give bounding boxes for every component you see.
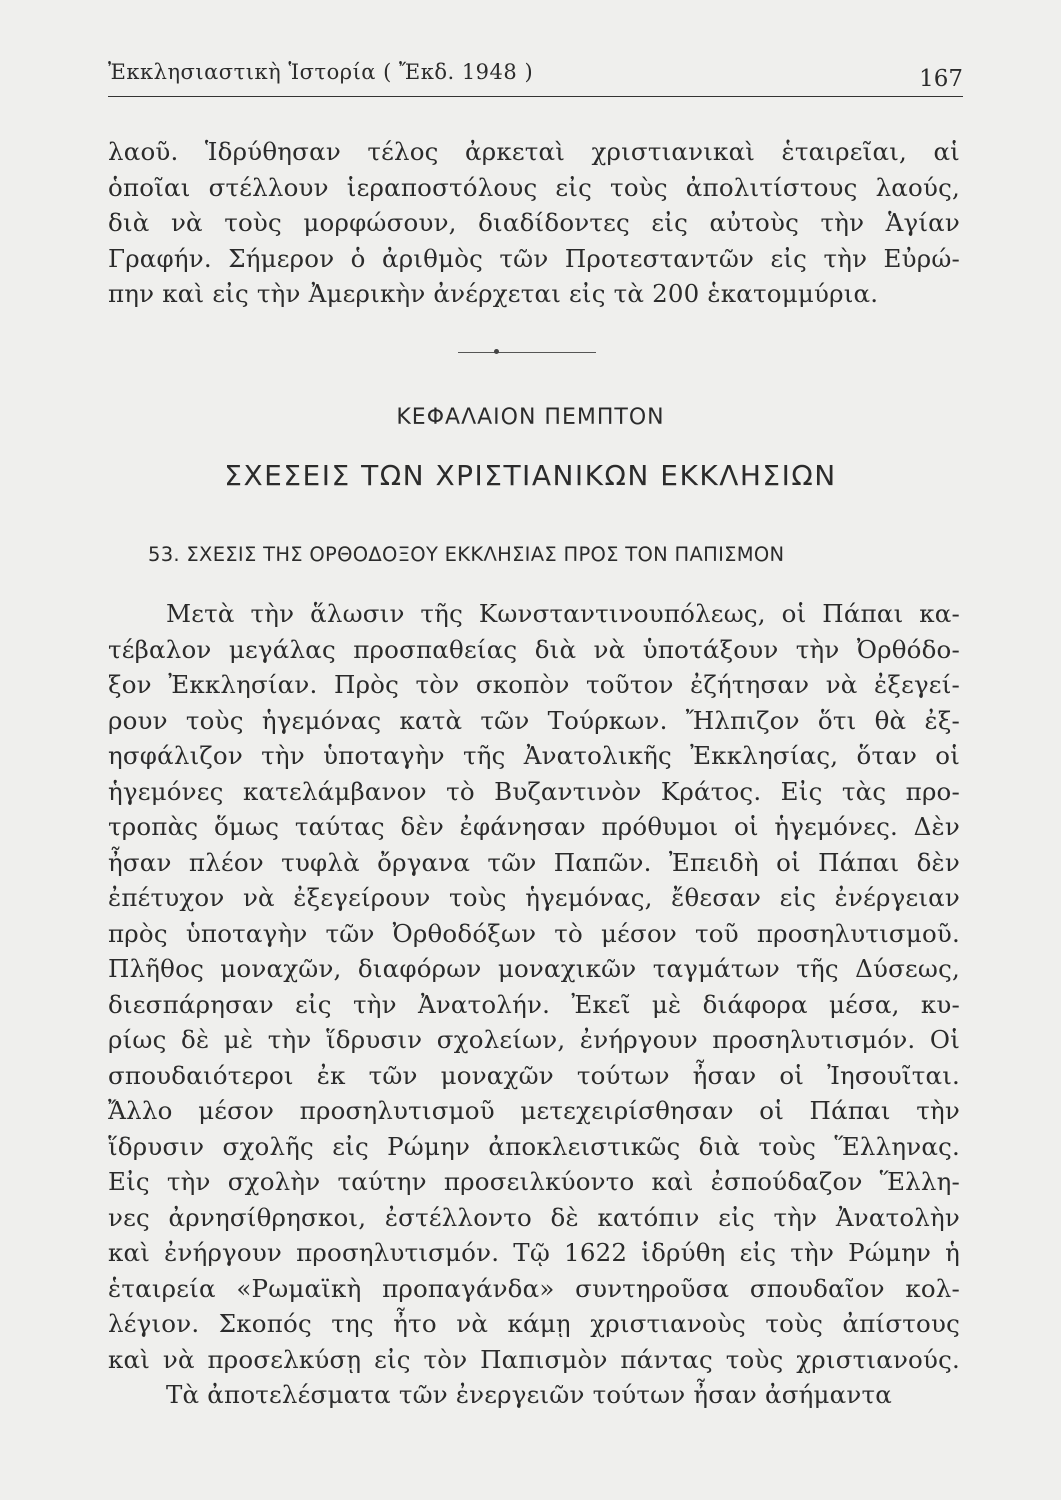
intro-paragraph: [108, 134, 960, 312]
section-divider: [458, 352, 596, 353]
text-line: Γραφήν. Σήμερον ὁ ἀριθμὸς τῶν Προτεσταντῶν εἰς τὴν Εὐρώ-: [108, 243, 960, 273]
text-line: σπουδαιότεροι ἐκ τῶν μοναχῶν τούτων ἦσαν οἱ Ἰησουῖται.: [108, 1060, 960, 1090]
running-header: [108, 58, 963, 100]
text-line: ἵδρυσιν σχολῆς εἰς Ρώμην ἀποκλειστικῶς διὰ τοὺς Ἕλληνας.: [108, 1131, 960, 1161]
text-line: πρὸς ὑποταγὴν τῶν Ὀρθοδόξων τὸ μέσον τοῦ προσηλυτισμοῦ.: [108, 918, 960, 948]
text-line: ἡγεμόνες κατελάμβανον τὸ Βυζαντινὸν Κράτος. Εἰς τὰς προ-: [108, 776, 960, 806]
text-line: διεσπάρησαν εἰς τὴν Ἀνατολήν. Ἐκεῖ μὲ διάφορα μέσα, κυ-: [108, 989, 960, 1019]
text-line: Πλῆθος μοναχῶν, διαφόρων μοναχικῶν ταγμάτων τῆς Δύσεως,: [108, 954, 960, 983]
text-line: Τὰ ἀποτελέσματα τῶν ἐνεργειῶν τούτων ἦσαν ἀσήμαντα: [166, 1380, 893, 1409]
text-line: ησφάλιζον τὴν ὑποταγὴν τῆς Ἀνατολικῆς Ἐκκλησίας, ὅταν οἱ: [108, 741, 960, 770]
text-line: ἑταιρεία «Ρωμαϊκὴ προπαγάνδα» συντηροῦσα σπουδαῖον κολ-: [108, 1273, 960, 1303]
text-line: νες ἀρνησίθρησκοι, ἐστέλλοντο δὲ κατόπιν εἰς τὴν Ἀνατολὴν: [108, 1202, 960, 1232]
text-line: Ἄλλο μέσον προσηλυτισμοῦ μετεχειρίσθησαν οἱ Πάπαι τὴν: [108, 1096, 960, 1125]
header-rule: [108, 96, 963, 97]
chapter-title: ΣΧΕΣΕΙΣ ΤΩΝ ΧΡΙΣΤΙΑΝΙΚΩΝ ΕΚΚΛΗΣΙΩΝ: [224, 459, 837, 492]
body-paragraph: [108, 596, 960, 1413]
text-line: καὶ νὰ προσελκύσῃ εἰς τὸν Παπισμὸν πάντας τοὺς χριστιανούς.: [108, 1344, 960, 1374]
chapter-label: ΚΕΦΑΛΑΙΟΝ ΠΕΜΠΤΟΝ: [396, 405, 665, 430]
text-line: πην καὶ εἰς τὴν Ἀμερικὴν ἀνέρχεται εἰς τὰ 200 ἑκατομμύρια.: [108, 279, 879, 308]
text-line: ρίως δὲ μὲ τὴν ἵδρυσιν σχολείων, ἐνήργουν προσηλυτισμόν. Οἱ: [108, 1025, 960, 1054]
section-heading: 53. ΣΧΕΣΙΣ ΤΗΣ ΟΡΘΟΔΟΞΟΥ ΕΚΚΛΗΣΙΑΣ ΠΡΟΣ ΤΟΝ ΠΑΠΙΣΜΟΝ: [148, 543, 785, 566]
text-line: ὁποῖαι στέλλουν ἱεραποστόλους εἰς τοὺς ἀπολιτίστους λαούς,: [108, 172, 960, 202]
text-line: λαοῦ. Ἱδρύθησαν τέλος ἀρκεταὶ χριστιανικαὶ ἑταιρεῖαι, αἱ: [108, 137, 960, 166]
page-number: 167: [919, 66, 963, 92]
text-line: ξον Ἐκκλησίαν. Πρὸς τὸν σκοπὸν τοῦτον ἐζήτησαν νὰ ἐξεγεί-: [108, 670, 960, 699]
text-line: τροπὰς ὅμως ταύτας δὲν ἐφάνησαν πρόθυμοι οἱ ἡγεμόνες. Δὲν: [108, 812, 960, 841]
text-line: Μετὰ τὴν ἅλωσιν τῆς Κωνσταντινουπόλεως, οἱ Πάπαι κα-: [166, 599, 960, 628]
text-line: καὶ ἐνήργουν προσηλυτισμόν. Τῷ 1622 ἱδρύθη εἰς τὴν Ρώμην ἡ: [108, 1238, 960, 1267]
text-line: ἐπέτυχον νὰ ἐξεγείρουν τοὺς ἡγεμόνας, ἔθεσαν εἰς ἐνέργειαν: [108, 883, 960, 912]
running-title: Ἐκκλησιαστικὴ Ἱστορία ( Ἔκδ. 1948 ): [108, 60, 534, 84]
text-line: ρουν τοὺς ἡγεμόνας κατὰ τῶν Τούρκων. Ἤλπιζον ὅτι θὰ ἐξ-: [108, 705, 960, 735]
text-line: λέγιον. Σκοπός της ἦτο νὰ κάμῃ χριστιανοὺς τοὺς ἀπίστους: [108, 1309, 960, 1338]
text-line: τέβαλον μεγάλας προσπαθείας διὰ νὰ ὑποτάξουν τὴν Ὀρθόδο-: [108, 634, 960, 664]
text-line: διὰ νὰ τοὺς μορφώσουν, διαδίδοντες εἰς αὐτοὺς τὴν Ἁγίαν: [108, 208, 960, 237]
divider-dot: [494, 349, 499, 354]
text-line: Εἰς τὴν σχολὴν ταύτην προσειλκύοντο καὶ ἐσπούδαζον Ἕλλη-: [108, 1167, 960, 1196]
text-line: ἦσαν πλέον τυφλὰ ὄργανα τῶν Παπῶν. Ἐπειδὴ οἱ Πάπαι δὲν: [108, 847, 960, 877]
